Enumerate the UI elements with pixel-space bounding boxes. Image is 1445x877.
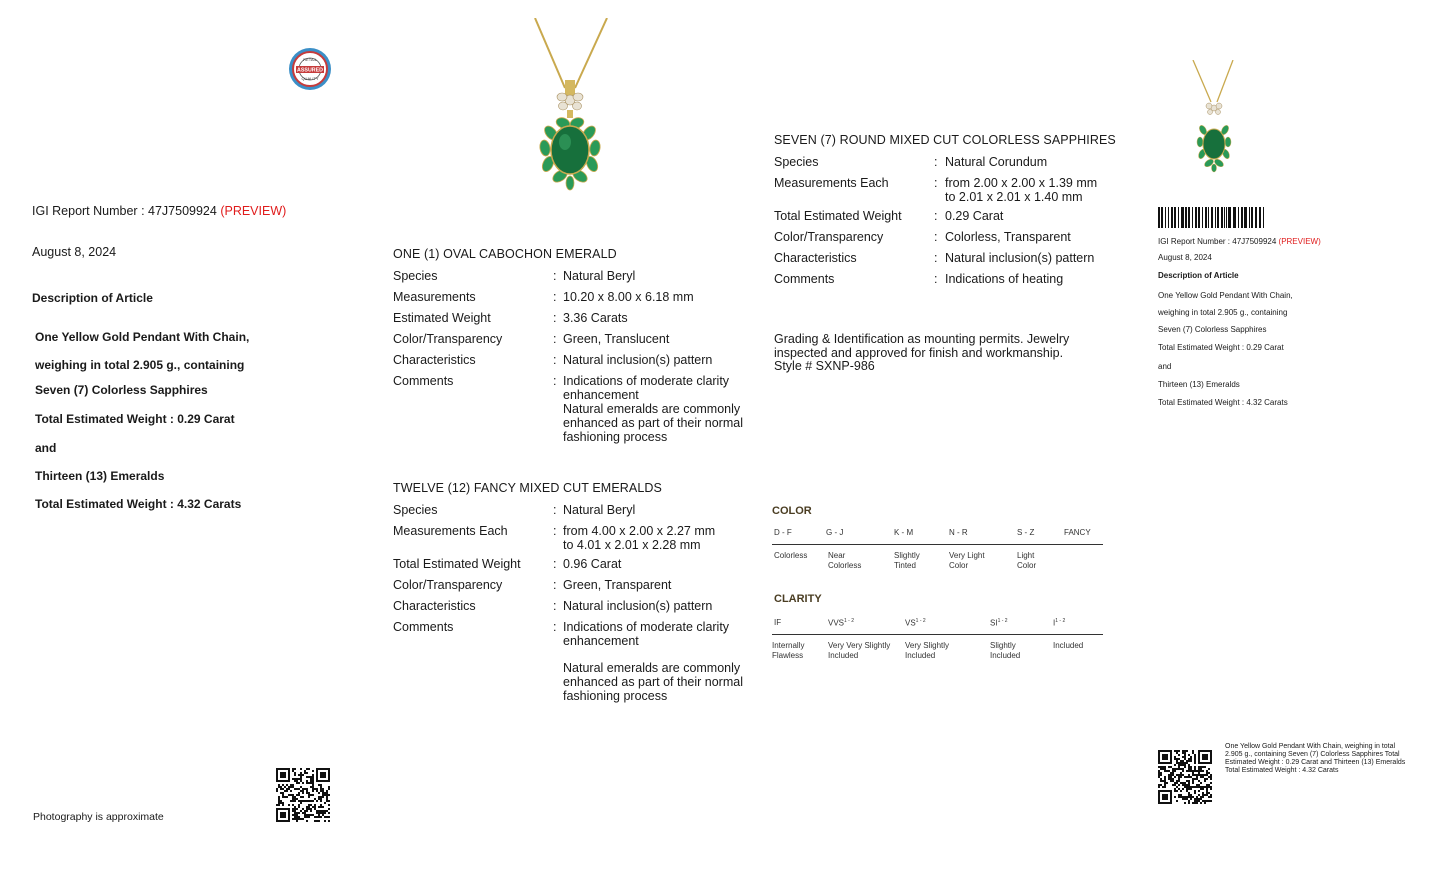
mini-description-line: weighing in total 2.905 g., containing bbox=[1158, 308, 1288, 317]
clarity-key-sup: 1 - 2 bbox=[1055, 618, 1066, 624]
sapphire-label: Characteristics bbox=[774, 251, 857, 265]
colon: : bbox=[553, 557, 557, 571]
seal-top-text: RETAIL bbox=[303, 57, 317, 62]
colon: : bbox=[934, 230, 938, 244]
fancy-value: from 4.00 x 2.00 x 2.27 mm bbox=[563, 524, 716, 538]
colon: : bbox=[934, 209, 938, 223]
clarity-grade-key bbox=[1053, 618, 1065, 628]
pendant-photo bbox=[525, 18, 615, 223]
oval-label: Color/Transparency bbox=[393, 332, 503, 346]
sapphire-value-2: to 2.01 x 2.01 x 1.40 mm bbox=[945, 190, 1083, 204]
fancy-value: Green, Transparent bbox=[563, 578, 672, 592]
color-grade-key: N - R bbox=[949, 528, 968, 537]
sapphire-value: Natural inclusion(s) pattern bbox=[945, 251, 1095, 265]
sapphire-value: Colorless, Transparent bbox=[945, 230, 1071, 244]
mini-description-line: Total Estimated Weight : 0.29 Carat bbox=[1158, 343, 1284, 352]
colon: : bbox=[553, 311, 557, 325]
clarity-key-text: IF bbox=[774, 618, 782, 627]
fancy-label: Measurements Each bbox=[393, 524, 508, 538]
mini-report-number bbox=[1158, 237, 1321, 246]
mini-description-line: and bbox=[1158, 362, 1172, 371]
fancy-value: 0.96 Carat bbox=[563, 557, 622, 571]
oval-label: Estimated Weight bbox=[393, 311, 491, 325]
colon: : bbox=[553, 578, 557, 592]
report-number bbox=[32, 204, 286, 218]
grading-note: Grading & Identification as mounting permits. Jewelry inspected and approved for finish and workmanship. bbox=[774, 332, 1070, 360]
clarity-grade-key bbox=[990, 618, 1008, 628]
description-line: One Yellow Gold Pendant With Chain, bbox=[35, 330, 250, 344]
barcode bbox=[1158, 207, 1268, 228]
description-heading: Description of Article bbox=[32, 291, 153, 305]
color-scale-heading: COLOR bbox=[772, 505, 812, 517]
mini-preview-badge: (PREVIEW) bbox=[1278, 237, 1321, 246]
color-grade-desc: Near Colorless bbox=[828, 551, 862, 570]
mini-description-line: Total Estimated Weight : 4.32 Carats bbox=[1158, 398, 1288, 407]
clarity-grade-desc: Included bbox=[1053, 641, 1084, 650]
colon: : bbox=[553, 524, 557, 538]
mini-description-line: Thirteen (13) Emeralds bbox=[1158, 380, 1240, 389]
sapphire-value: 0.29 Carat bbox=[945, 209, 1004, 223]
color-grade-desc: Colorless bbox=[774, 551, 808, 560]
colon: : bbox=[553, 353, 557, 367]
qr-caption: One Yellow Gold Pendant With Chain, weighing in total 2.905 g., containing Seven (7) Colorless Sapphires Total Estimated Weight : 0.29 Carat and Thirteen (13) Emeralds Total Estimated Weight : 4.32 Carats bbox=[1225, 743, 1406, 774]
clarity-grade-desc: Internally Flawless bbox=[772, 641, 805, 660]
clarity-grade-desc: Very Slightly Included bbox=[905, 641, 950, 660]
color-grade-desc: Light Color bbox=[1017, 551, 1037, 570]
sapphire-label: Color/Transparency bbox=[774, 230, 884, 244]
oval-comment-2: Natural emeralds are commonly enhanced as part of their normal fashioning process bbox=[563, 402, 743, 444]
sapphire-value: from 2.00 x 2.00 x 1.39 mm bbox=[945, 176, 1098, 190]
clarity-grade-key bbox=[774, 618, 781, 627]
clarity-grade-key bbox=[905, 618, 926, 628]
fancy-comment: Indications of moderate clarity enhancement bbox=[563, 620, 730, 648]
clarity-key-sup: 1 - 2 bbox=[997, 618, 1008, 624]
sapphire-label: Species bbox=[774, 155, 819, 169]
colon: : bbox=[553, 374, 557, 388]
description-line: Thirteen (13) Emeralds bbox=[35, 469, 165, 483]
clarity-scale-heading: CLARITY bbox=[774, 593, 822, 605]
oval-label: Characteristics bbox=[393, 353, 476, 367]
sapphire-label: Measurements Each bbox=[774, 176, 889, 190]
fancy-emeralds-title: TWELVE (12) FANCY MIXED CUT EMERALDS bbox=[393, 481, 662, 495]
color-scale-rule bbox=[772, 544, 1103, 545]
mini-description-line: Seven (7) Colorless Sapphires bbox=[1158, 325, 1267, 334]
mini-report-label: IGI Report Number : 47J7509924 bbox=[1158, 237, 1277, 246]
oval-value: Natural Beryl bbox=[563, 269, 636, 283]
clarity-grade-desc: Very Very Slightly Included bbox=[828, 641, 891, 660]
quality-seal bbox=[287, 47, 333, 91]
colon: : bbox=[934, 251, 938, 265]
report-number-label: IGI Report Number : 47J7509924 bbox=[32, 204, 217, 218]
oval-label: Species bbox=[393, 269, 438, 283]
oval-value: 10.20 x 8.00 x 6.18 mm bbox=[563, 290, 694, 304]
preview-badge: (PREVIEW) bbox=[220, 204, 287, 218]
sapphire-label: Total Estimated Weight bbox=[774, 209, 902, 223]
sapphire-value: Indications of heating bbox=[945, 272, 1064, 286]
description-line: weighing in total 2.905 g., containing bbox=[35, 358, 245, 372]
colon: : bbox=[934, 272, 938, 286]
style-number: Style # SXNP-986 bbox=[774, 359, 875, 373]
color-grade-key: FANCY bbox=[1064, 528, 1091, 537]
seal-mid-text: ASSURED bbox=[297, 67, 323, 74]
clarity-scale-rule bbox=[772, 634, 1103, 635]
clarity-key-text: VS bbox=[905, 618, 916, 628]
fancy-value: Natural inclusion(s) pattern bbox=[563, 599, 713, 613]
pendant-thumbnail bbox=[1188, 60, 1240, 182]
report-date: August 8, 2024 bbox=[32, 245, 117, 259]
colon: : bbox=[553, 599, 557, 613]
mini-description-line: One Yellow Gold Pendant With Chain, bbox=[1158, 291, 1293, 300]
oval-value: 3.36 Carats bbox=[563, 311, 628, 325]
fancy-value: Natural Beryl bbox=[563, 503, 636, 517]
color-grade-key: D - F bbox=[774, 528, 792, 537]
color-grade-key: S - Z bbox=[1017, 528, 1035, 537]
colon: : bbox=[553, 269, 557, 283]
clarity-grade-desc: Slightly Included bbox=[990, 641, 1021, 660]
fancy-label: Characteristics bbox=[393, 599, 476, 613]
fancy-label: Comments bbox=[393, 620, 454, 634]
oval-comment: Indications of moderate clarity enhancement bbox=[563, 374, 730, 402]
sapphire-label: Comments bbox=[774, 272, 835, 286]
fancy-label: Color/Transparency bbox=[393, 578, 503, 592]
colon: : bbox=[553, 332, 557, 346]
color-grade-key: K - M bbox=[894, 528, 914, 537]
qr-code-right bbox=[1158, 750, 1212, 804]
clarity-key-sup: 1 - 2 bbox=[844, 618, 855, 624]
clarity-key-text: I bbox=[1053, 618, 1056, 628]
oval-value: Natural inclusion(s) pattern bbox=[563, 353, 713, 367]
clarity-key-text: VVS bbox=[828, 618, 845, 628]
photo-note: Photography is approximate bbox=[33, 811, 164, 823]
colon: : bbox=[553, 620, 557, 634]
color-grade-key: G - J bbox=[826, 528, 844, 537]
oval-emerald-title: ONE (1) OVAL CABOCHON EMERALD bbox=[393, 247, 617, 261]
clarity-grade-key bbox=[828, 618, 854, 628]
description-line: and bbox=[35, 441, 57, 455]
fancy-value-2: to 4.01 x 2.01 x 2.28 mm bbox=[563, 538, 701, 552]
seal-bottom-text: QUALITY bbox=[301, 76, 319, 81]
color-grade-desc: Slightly Tinted bbox=[894, 551, 920, 570]
colon: : bbox=[934, 155, 938, 169]
colon: : bbox=[934, 176, 938, 190]
fancy-comment-2: Natural emeralds are commonly enhanced as part of their normal fashioning process bbox=[563, 661, 743, 703]
clarity-key-sup: 1 - 2 bbox=[915, 618, 926, 624]
fancy-label: Total Estimated Weight bbox=[393, 557, 521, 571]
oval-value: Green, Translucent bbox=[563, 332, 670, 346]
description-line: Total Estimated Weight : 0.29 Carat bbox=[35, 412, 235, 426]
mini-description-heading: Description of Article bbox=[1158, 271, 1239, 280]
description-line: Seven (7) Colorless Sapphires bbox=[35, 383, 208, 397]
colon: : bbox=[553, 503, 557, 517]
sapphires-title: SEVEN (7) ROUND MIXED CUT COLORLESS SAPPHIRES bbox=[774, 133, 1116, 147]
clarity-key-text: SI bbox=[990, 618, 998, 628]
color-grade-desc: Very Light Color bbox=[949, 551, 985, 570]
oval-label: Measurements bbox=[393, 290, 476, 304]
qr-code-left bbox=[276, 768, 330, 822]
fancy-label: Species bbox=[393, 503, 438, 517]
mini-date: August 8, 2024 bbox=[1158, 253, 1212, 262]
colon: : bbox=[553, 290, 557, 304]
oval-label: Comments bbox=[393, 374, 454, 388]
sapphire-value: Natural Corundum bbox=[945, 155, 1048, 169]
description-line: Total Estimated Weight : 4.32 Carats bbox=[35, 497, 242, 511]
